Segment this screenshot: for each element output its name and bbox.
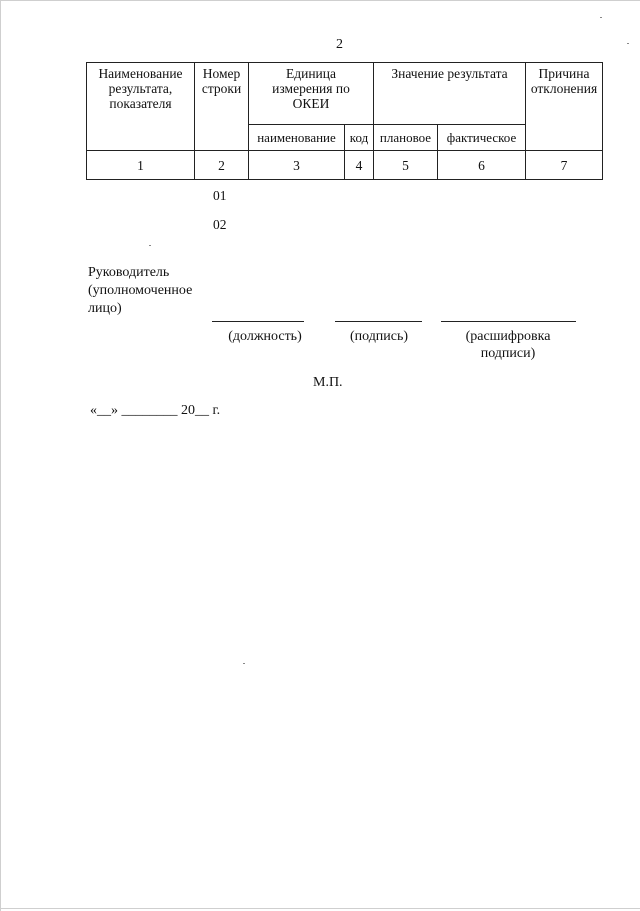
column-number: 2 [195, 151, 249, 180]
page-edge-left [0, 0, 1, 911]
header-result-value: Значение результата [374, 63, 526, 125]
position-caption: (должность) [228, 329, 302, 344]
table-header-row [87, 63, 603, 125]
column-number: 7 [526, 151, 603, 180]
position-line [212, 321, 304, 322]
scan-speck [600, 17, 602, 18]
subheader-unit-code: код [345, 125, 374, 151]
decoding-caption: (расшифровка подписи) [465, 329, 551, 361]
column-number: 3 [249, 151, 345, 180]
column-number: 4 [345, 151, 374, 180]
header-unit-okei: Единица измерения по ОКЕИ [249, 63, 374, 125]
subheader-unit-name: наименование [249, 125, 345, 151]
stamp-placeholder: М.П. [313, 375, 343, 390]
page-edge-top [0, 0, 640, 1]
column-number: 5 [374, 151, 438, 180]
date-line: «__» ________ 20__ г. [90, 403, 221, 418]
signatory-label: Руководитель (уполномоченное лицо) [88, 265, 193, 316]
subheader-planned: плановое [374, 125, 438, 151]
row-code: 02 [213, 217, 227, 232]
table-numbers-row [87, 151, 603, 180]
decoding-line [441, 321, 576, 322]
scan-speck [149, 245, 151, 246]
scan-speck [243, 663, 245, 664]
column-number: 6 [438, 151, 526, 180]
scan-speck [627, 43, 629, 44]
header-deviation-reason: Причина отклонения [526, 63, 603, 151]
header-result-name: Наименование результата, показателя [87, 63, 195, 151]
results-table [86, 62, 603, 180]
header-row-number: Номер строки [195, 63, 249, 151]
page-edge-bottom [0, 908, 640, 909]
page-number: 2 [336, 37, 343, 52]
signature-line [335, 321, 422, 322]
signature-caption: (подпись) [349, 329, 409, 344]
row-code: 01 [213, 188, 227, 203]
subheader-actual: фактическое [438, 125, 526, 151]
column-number: 1 [87, 151, 195, 180]
